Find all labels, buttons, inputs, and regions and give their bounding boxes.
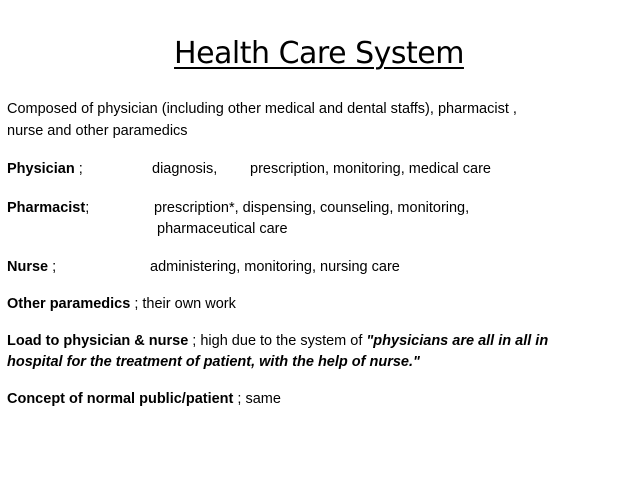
intro-line-2: nurse and other paramedics [7, 123, 188, 139]
load-label: Load to physician & nurse [7, 333, 189, 349]
load-row-1 [7, 332, 548, 350]
physician-duties-1: diagnosis, [152, 161, 218, 177]
nurse-separator: ; [48, 259, 57, 275]
physician-label: Physician [7, 161, 75, 177]
paramedics-text: ; their own work [130, 296, 236, 312]
pharmacist-duties-line-1: prescription*, dispensing, counseling, monitoring, [154, 200, 470, 216]
pharmacist-row [7, 199, 89, 217]
physician-row [7, 160, 83, 178]
load-quote-1: "physicians are all in all in [366, 333, 549, 349]
paramedics-label: Other paramedics [7, 296, 131, 312]
nurse-row [7, 258, 56, 276]
physician-duties-2: prescription, monitoring, medical care [250, 161, 491, 177]
load-text: ; high due to the system of [188, 333, 367, 349]
load-row-2 [7, 353, 420, 371]
pharmacist-duties-line-2: pharmaceutical care [157, 221, 288, 237]
pharmacist-label: Pharmacist [7, 200, 86, 216]
concept-label: Concept of normal public/patient [7, 391, 234, 407]
page-title: Health Care System [174, 36, 464, 71]
pharmacist-separator: ; [85, 200, 90, 216]
nurse-duties: administering, monitoring, nursing care [150, 259, 400, 275]
nurse-label: Nurse [7, 259, 49, 275]
load-quote-2: hospital for the treatment of patient, with the help of nurse." [7, 354, 420, 370]
concept-row [7, 390, 281, 408]
paramedics-row [7, 295, 236, 313]
concept-text: ; same [233, 391, 281, 407]
physician-separator: ; [74, 161, 83, 177]
intro-line-1: Composed of physician (including other medical and dental staffs), pharmacist , [7, 101, 517, 117]
